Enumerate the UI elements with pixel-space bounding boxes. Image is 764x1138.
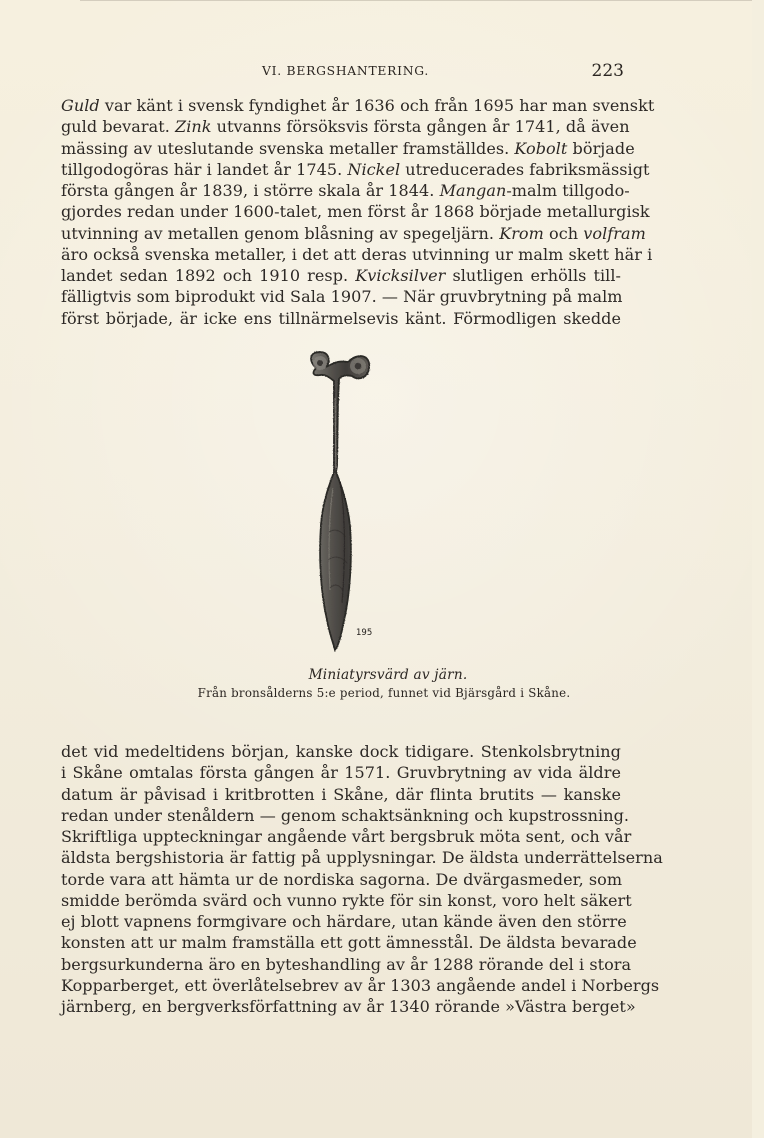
text-line: [61, 138, 635, 159]
text-line: Skriftliga uppteckningar angående vårt bergsbruk möta sent, och vår: [61, 827, 632, 846]
text-line: [61, 159, 650, 180]
miniature-iron-sword-figure: [300, 350, 390, 656]
line-text: mässing av uteslutande svenska metaller framställdes.: [61, 138, 515, 158]
figure-caption-text: Från bronsålderns 5:e period, funnet vid Bjärsgård i Skåne.: [197, 686, 571, 700]
line-text: fälligtvis som biprodukt vid Sala 1907. — När gruvbrytning på malm: [61, 287, 623, 307]
line-text: tillgodogöras här i landet år 1745.: [61, 159, 348, 179]
text-line: äldsta bergshistoria är fattig på upplysningar. De äldsta underrättelserna: [61, 848, 663, 868]
text-line: ej blott vapnens formgivare och härdare, utan kände även den större: [61, 912, 627, 931]
chapter-title: VI. BERGSHANTERING.: [262, 64, 430, 78]
bottom-paragraph: [61, 741, 663, 1017]
text-line: smidde berömda svärd och vunno rykte för sin konst, voro helt säkert: [61, 890, 632, 910]
line-text: första gången år 1839, i större skala år 1844.: [61, 181, 440, 200]
figure-caption-title: Miniatyrsvärd av järn.: [308, 667, 468, 683]
italic-term: Kvicksilver: [355, 266, 446, 285]
running-header: [0, 61, 752, 82]
sword-shape: [311, 352, 369, 650]
line-text: först började, är icke ens tillnärmelsevis känt. Förmodligen skedde: [61, 308, 621, 328]
italic-term: Nickel: [347, 159, 401, 179]
line-text: äro också svenska metaller, i det att deras utvinning ur malm skett här i: [61, 244, 653, 264]
italic-term: Mangan: [439, 181, 507, 200]
miniature-iron-sword-image: [300, 350, 390, 656]
text-line: [61, 265, 621, 286]
text-line: redan under stenåldern — genom schaktsänkning och kupstrossning.: [61, 805, 630, 825]
line-text: -malm tillgodo-: [506, 181, 630, 200]
top-paragraph: [61, 95, 655, 329]
text-line: [61, 201, 650, 222]
figure-number: 195: [356, 628, 373, 638]
line-text: utvinning av metallen genom blåsning av spegeljärn.: [61, 223, 500, 243]
text-line: konsten att ur malm framställa ett gott ämnesstål. De äldsta bevarade: [61, 933, 637, 953]
line-text: var känt i svensk fyndighet år 1636 och från 1695 har man svenskt: [99, 96, 655, 115]
text-line: järnberg, en bergverksförfattning av år 1340 rörande »Västra berget»: [61, 997, 636, 1016]
text-line: i Skåne omtalas första gången år 1571. Gruvbrytning av vida äldre: [61, 763, 621, 783]
line-text: gjordes redan under 1600-talet, men först år 1868 började metallurgisk: [61, 202, 650, 222]
line-text: landet sedan 1892 och 1910 resp.: [61, 266, 356, 285]
text-line: [61, 308, 621, 329]
italic-term: volfram: [583, 223, 646, 243]
text-line: torde vara att hämta ur de nordiska sagorna. De dvärgasmeder, som: [61, 869, 623, 889]
line-text: började: [567, 138, 635, 158]
text-line: [61, 180, 630, 201]
page-number: 223: [591, 61, 624, 81]
text-line: Kopparberget, ett överlåtelsebrev av år 1303 angående andel i Norbergs: [61, 975, 660, 995]
italic-term: Krom: [499, 223, 544, 243]
italic-term: Kobolt: [514, 138, 568, 158]
italic-term: Guld: [61, 96, 100, 115]
line-text: och: [543, 223, 584, 243]
line-text: utvanns försöksvis första gången år 1741, då även: [211, 117, 630, 137]
text-line: [61, 223, 646, 244]
line-text: utreducerades fabriksmässigt: [400, 159, 650, 179]
text-line: det vid medeltidens början, kanske dock tidigare. Stenkolsbrytning: [61, 742, 621, 761]
text-line: [61, 95, 655, 116]
top-page-edge-line: [80, 0, 752, 1]
text-line: [61, 286, 621, 307]
text-line: datum är påvisad i kritbrotten i Skåne, där flinta brutits — kanske: [61, 784, 621, 804]
line-text: guld bevarat.: [61, 117, 175, 137]
italic-term: Zink: [175, 117, 212, 137]
text-line: [61, 244, 653, 265]
text-line: bergsurkunderna äro en byteshandling av år 1288 rörande del i stora: [61, 954, 632, 974]
text-line: [61, 116, 630, 137]
line-text: slutligen erhölls till-: [445, 266, 621, 285]
